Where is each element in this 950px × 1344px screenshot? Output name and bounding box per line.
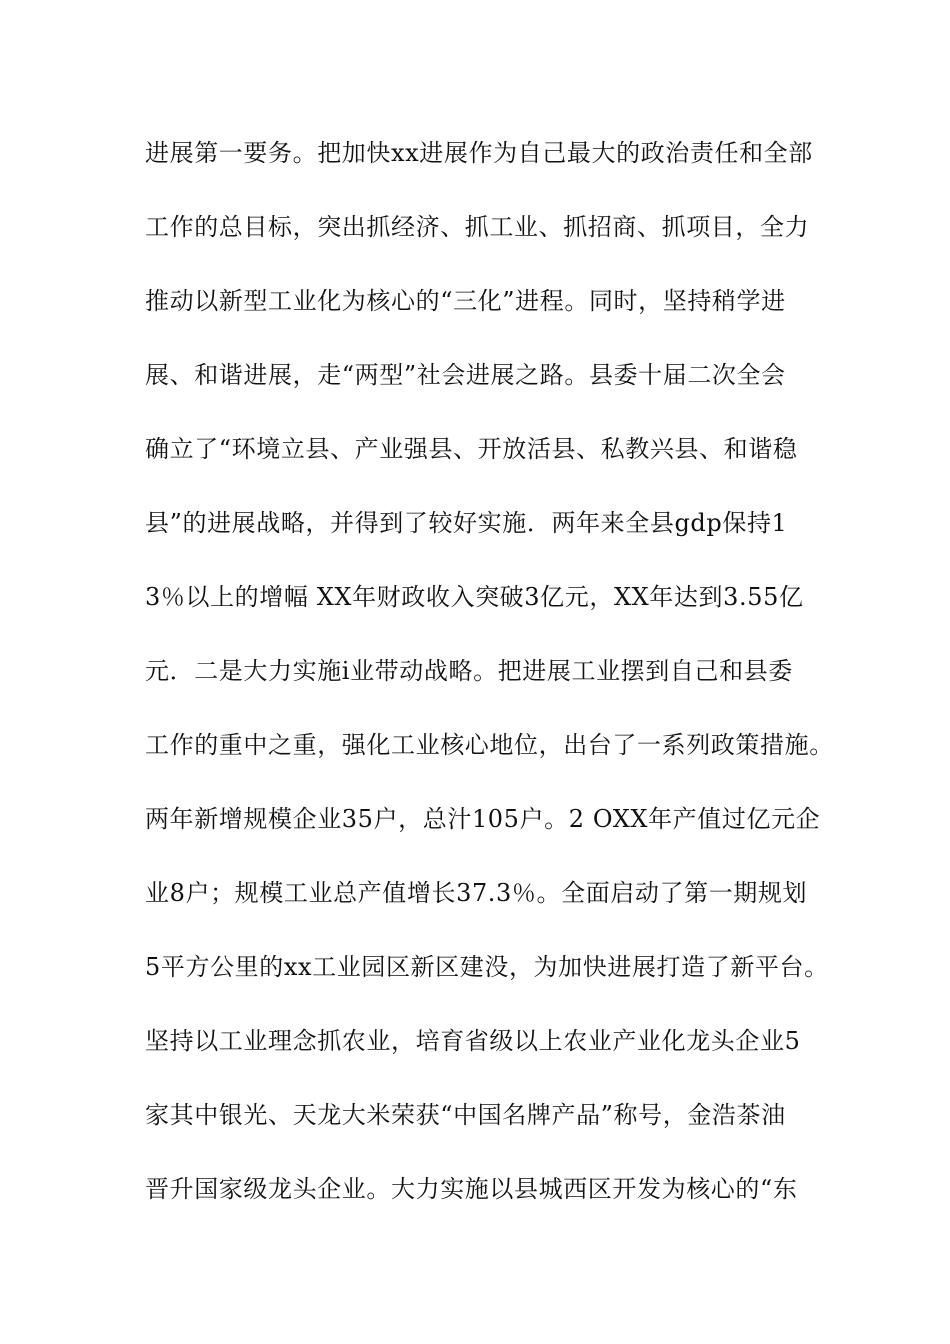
text-line: 5平方公里的xx工业园区新区建没，为加快进展打造了新平台。 — [145, 953, 829, 981]
text-line: 工作的重中之重，强化工业核心地位，出台了一系列政策措施。 — [145, 731, 834, 759]
text-line: 展、和谐进展，走“两型”社会进展之路。县委十届二次全会 — [145, 361, 786, 389]
text-line: 家其中银光、天龙大米荣获“中国名牌产品”称号，金浩茶油 — [145, 1101, 786, 1129]
text-line: 元．二是大力实施i业带动战略。把进展工业摆到自己和县委 — [145, 657, 793, 685]
text-line: 晋升国家级龙头企业。大力实施以县城西区开发为核心的“东 — [145, 1175, 798, 1203]
text-line: 两年新增规模企业35户，总汁105户。2 OXX年产值过亿元企 — [145, 805, 821, 833]
text-line: 3％以上的增幅 XX年财政收入突破3亿元，XX年达到3.55亿 — [145, 583, 804, 611]
text-line: 推动以新型工业化为核心的“三化”进程。同时，坚持稍学进 — [145, 287, 786, 315]
text-line: 确立了“环境立县、产业强县、开放活县、私教兴县、和谐稳 — [145, 435, 798, 463]
text-line: 工作的总目标，突出抓经济、抓工业、抓招商、抓项目，全力 — [145, 213, 810, 241]
text-line: 坚持以工业理念抓农业，培育省级以上农业产业化龙头企业5 — [145, 1027, 801, 1055]
text-line: 进展第一要务。把加快xx进展作为自己最大的政治责任和全部 — [145, 139, 813, 167]
text-line: 县”的进展战略，并得到了较好实施．两年来全县gdp保持1 — [145, 509, 788, 537]
text-line: 业8户；规模工业总产值增长37.3％。全面启动了第一期规划 — [145, 879, 808, 907]
